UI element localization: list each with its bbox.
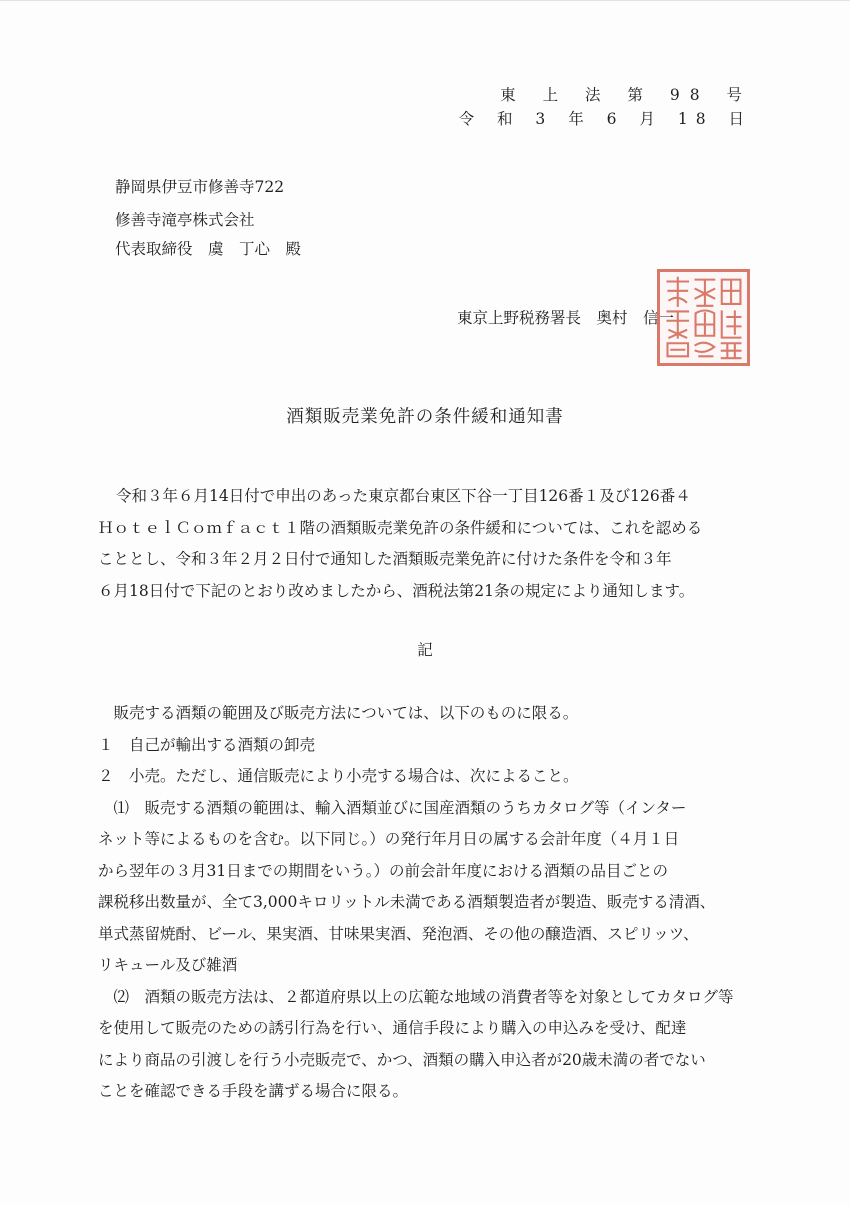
ki-heading: 記 — [417, 641, 433, 659]
document-title: 酒類販売業免許の条件緩和通知書 — [286, 407, 564, 427]
conditions-line: 販売する酒類の範囲及び販売方法については、以下のものに限る。 — [98, 704, 579, 722]
conditions-line: を使用して販売のための誘引行為を行い、通信手段により購入の申込みを受け、配達 — [98, 1019, 687, 1037]
conditions-line: ⑴ 販売する酒類の範囲は、輸入酒類並びに国産酒類のうちカタログ等（インター — [98, 798, 687, 817]
notice-body — [98, 481, 758, 607]
body-line: 令和３年６月14日付で申出のあった東京都台東区下谷一丁目126番１及び126番４ — [116, 487, 691, 505]
conditions-line: から翌年の３月31日までの期間をいう。）の前会計年度における酒類の品目ごとの — [98, 861, 668, 880]
document-date: 令 和 3 年 6 月 18 日 — [458, 110, 752, 128]
body-line: こととし、令和３年２月２日付で通知した酒類販売業免許に付けた条件を令和３年 — [98, 550, 672, 568]
seal-glyphs-icon — [660, 272, 747, 363]
conditions-line: １ 自己が輸出する酒類の卸売 — [98, 735, 316, 754]
conditions-section — [98, 698, 758, 1108]
body-line: ６月18日付で下記のとおり改めましたから、酒税法第21条の規定により通知します。 — [98, 581, 695, 600]
conditions-line: ⑵ 酒類の販売方法は、２都道府県以上の広範な地域の消費者等を対象としてカタログ等 — [98, 987, 734, 1006]
sender-name: 東京上野税務署長 奥村 信一 — [457, 309, 675, 327]
conditions-line: ネット等によるものを含む。以下同じ。）の発行年月日の属する会計年度（４月１日 — [98, 830, 680, 848]
recipient-representative: 代表取締役 虞 丁心 殿 — [115, 240, 302, 258]
conditions-line: により商品の引渡しを行う小売販売で、かつ、酒類の購入申込者が20歳未満の者でない — [98, 1050, 706, 1069]
conditions-line: リキュール及び雑酒 — [98, 956, 238, 974]
body-line: ＨｏｔｅｌＣｏｍｆａｃｔ１階の酒類販売業免許の条件緩和については、これを認める — [98, 518, 703, 537]
document-number: 東 上 法 第 98 号 — [500, 86, 752, 104]
conditions-line: ２ 小売。ただし、通信販売により小売する場合は、次によること。 — [98, 767, 579, 785]
recipient-company: 修善寺滝亭株式会社 — [115, 211, 255, 229]
conditions-line: 単式蒸留焼酎、ビール、果実酒、甘味果実酒、発泡酒、その他の醸造酒、スピリッツ、 — [98, 924, 699, 943]
recipient-address: 静岡県伊豆市修善寺722 — [115, 178, 285, 196]
conditions-line: ことを確認できる手段を講ずる場合に限る。 — [98, 1082, 409, 1100]
conditions-line: 課税移出数量が、全て3,000キロリットル未満である酒類製造者が製造、販売する清酒、 — [98, 893, 716, 911]
official-seal-stamp — [657, 269, 750, 366]
